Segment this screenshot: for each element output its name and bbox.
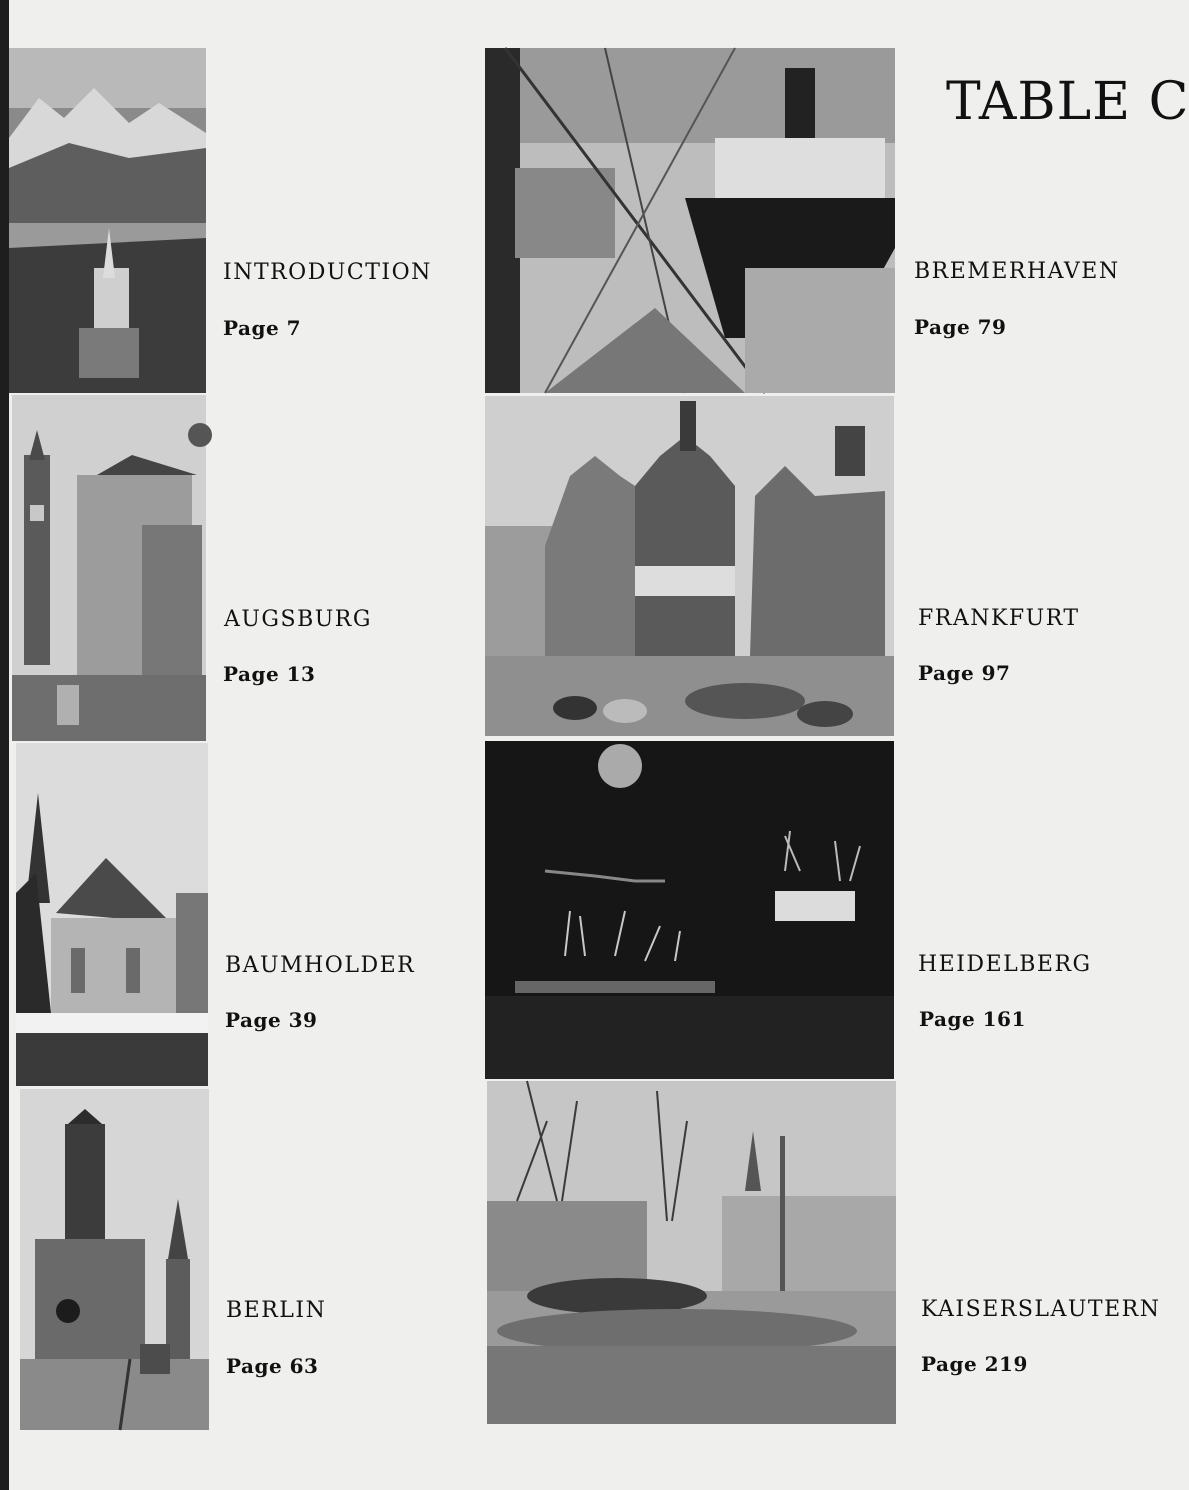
entry-page-frankfurt: Page 97 xyxy=(918,661,1011,685)
kaiserslautern-square-photo xyxy=(487,1081,896,1424)
entry-page-berlin: Page 63 xyxy=(226,1354,319,1378)
entry-title-kaiserslautern[interactable]: KAISERSLAUTERN xyxy=(921,1297,1161,1322)
entry-page-kaiserslautern: Page 219 xyxy=(921,1352,1028,1376)
entry-title-frankfurt[interactable]: FRANKFURT xyxy=(918,606,1080,631)
entry-page-baumholder: Page 39 xyxy=(225,1008,318,1032)
page-heading: TABLE C xyxy=(946,72,1189,132)
entry-page-heidelberg: Page 161 xyxy=(919,1007,1026,1031)
entry-title-berlin[interactable]: BERLIN xyxy=(226,1298,327,1323)
entry-page-bremerhaven: Page 79 xyxy=(914,315,1007,339)
entry-title-heidelberg[interactable]: HEIDELBERG xyxy=(918,952,1092,977)
baumholder-church-photo xyxy=(16,743,208,1086)
alpine-castle-photo xyxy=(9,48,206,393)
berlin-memorial-church-photo xyxy=(20,1089,209,1430)
entry-title-introduction[interactable]: INTRODUCTION xyxy=(223,260,432,285)
entry-title-bremerhaven[interactable]: BREMERHAVEN xyxy=(914,259,1120,284)
frankfurt-romer-photo xyxy=(485,396,894,736)
page-binding-edge xyxy=(0,0,9,1490)
entry-page-introduction: Page 7 xyxy=(223,316,302,340)
entry-title-augsburg[interactable]: AUGSBURG xyxy=(224,607,372,632)
augsburg-street-photo xyxy=(12,395,206,741)
entry-page-augsburg: Page 13 xyxy=(223,662,316,686)
heidelberg-fireworks-photo xyxy=(485,741,894,1079)
bremerhaven-ship-photo xyxy=(485,48,895,393)
entry-title-baumholder[interactable]: BAUMHOLDER xyxy=(225,953,416,978)
